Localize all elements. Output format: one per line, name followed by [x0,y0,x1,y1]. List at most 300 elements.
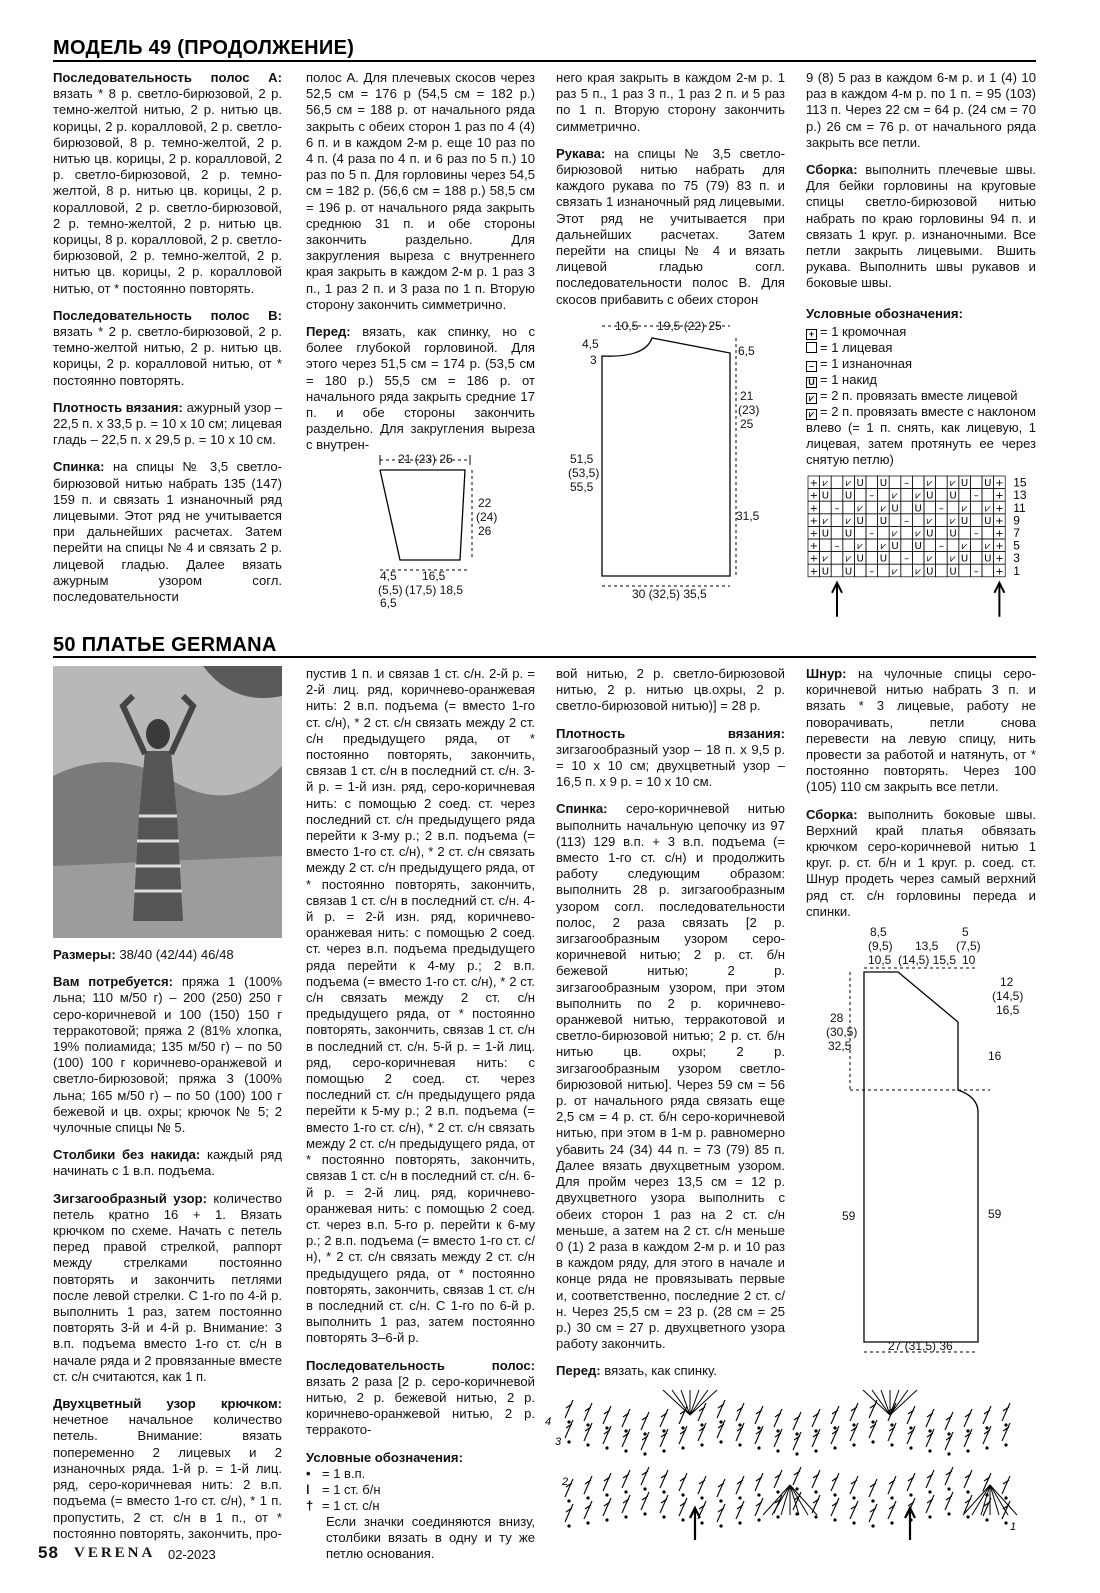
chart-symbol: ⩗ [822,515,829,527]
paragraph [806,162,1036,292]
chain-dot [624,1490,627,1493]
chart-cell [854,526,866,539]
chart-symbol: + [809,528,818,540]
crochet-stitch [907,1406,915,1424]
chart-symbol: U [914,503,922,515]
chart-symbol: ⩗ [926,515,933,527]
chart-row-label: 15 [1013,475,1027,490]
chart-symbol: ⩗ [950,553,956,565]
crochet-stitch [622,1409,630,1427]
sleeve-diagram [360,445,510,615]
chart-symbol: – [904,553,910,565]
chain-dot [814,1429,817,1432]
paragraph [806,807,1036,920]
dress-right-a-2: (14,5) [992,989,1024,1003]
chain-dot [985,1446,988,1449]
crochet-stitch [622,1495,630,1513]
sleeve-side-dim-1: 22 [478,496,492,510]
chart-cell [901,526,913,539]
chain-stitch-icon: • [306,1465,311,1481]
section1-col1 [53,70,282,616]
chain-dot [928,1515,931,1518]
chain-dot [643,1432,646,1435]
chain-dot [985,1426,988,1429]
chart-symbol: U [879,478,888,490]
chart-symbol: U [891,503,899,515]
dress-diagram [820,922,1040,1362]
chart-symbol: + [809,515,818,527]
paragraph-text: вязать, как спинку. [600,1363,717,1379]
sleeve-bottom-left-2: (5,5) [378,583,403,597]
chart-symbol: U [960,478,969,490]
chain-dot [681,1518,684,1521]
crochet-stitch [660,1495,668,1513]
chart-cell [854,489,866,502]
crochet-stitch [717,1504,725,1522]
chart-cell [901,539,913,552]
chart-cell [936,564,948,577]
chart-cell [866,539,878,552]
chart-symbol: U [984,478,992,490]
legend-text: = 1 накид [820,372,877,388]
chart-cell [878,564,890,577]
chain-dot [852,1496,855,1499]
crochet-stitch [603,1473,611,1491]
chart-symbol: U [879,515,888,527]
chart-symbol: – [869,528,875,540]
chain-dot [738,1423,741,1426]
paragraph [53,459,282,605]
crochet-stitch [736,1476,744,1494]
front-top-b: 19,5 (22) 25 [657,319,722,333]
crochet-row-label: 4 [545,1416,552,1428]
edge-stitch-icon: + [806,329,817,340]
paragraph [556,726,785,791]
chain-dot [776,1490,779,1493]
single-crochet-icon: ǀ [306,1481,310,1497]
chart-row-label: 5 [1013,538,1020,553]
chart-symbol: ⩗ [984,541,991,553]
double-crochet-icon: † [306,1497,314,1513]
legend-text: = 1 лицевая [820,340,893,356]
chart-row-label: 7 [1013,526,1020,540]
fan-stitch [672,1390,690,1415]
paragraph-text: пряжа 1 (100% льна; 110 м/50 г) – 200 (250) 250 г серо-коричневой и 100 (150) 150 г терракотовой; пряжа 2 (81% хлопка, 19% полиамида; 135 м/50 г) – по 50 (100) 100 г коричнево-оранжевой и светло-бирюзовой; пряжа 3 (100% льна; 165 м/50 г) – по 50 (100) 100 г бежевой и цв. охры; крючок № 5; 2 чулочные спицы № 5. [53,974,282,1136]
chart-symbol: U [949,490,957,502]
paragraph-text: вязать 2 раза [2 р. серо-коричневой нитью, 2 р. бежевой нитью, 2 р. коричнево-оранжевой нитью, 2 р. терракото- [306,1373,535,1438]
chart-symbol: + [995,515,1004,527]
legend-item [306,1466,535,1482]
crochet-stitch [603,1498,611,1516]
chain-dot [757,1518,760,1521]
legend-item [306,1498,535,1514]
dress-top-left-1: 8,5 [870,925,887,939]
crochet-stitch [660,1470,668,1488]
legend-item [806,404,1036,468]
chart-cell [831,552,843,565]
crochet-stitch [565,1400,573,1418]
paragraph-lead: Последовательность полос В: [53,307,282,323]
chart-symbol: ⩗ [950,515,956,527]
legend-item [806,388,1036,404]
model-photo [53,666,282,938]
chain-dot [643,1487,646,1490]
section2-rule [53,656,1036,658]
chart-symbol: ⩗ [915,490,922,502]
crochet-stitch [584,1476,592,1494]
purl-stitch-icon: – [806,361,817,372]
crochet-stitch [831,1406,839,1424]
section2-col1 [53,947,282,1553]
chain-dot [643,1512,646,1515]
crochet-stitch [869,1504,877,1522]
chain-dot [947,1432,950,1435]
paragraph [53,1396,282,1542]
chart-symbol: ⩗ [845,515,852,527]
chain-dot [852,1521,855,1524]
chart-symbol: + [809,490,818,502]
fan-stitch [790,1485,808,1515]
chain-dot [947,1487,950,1490]
chart-symbol: U [844,528,853,540]
legend-text: = 1 кромочная [820,324,907,340]
chart-symbol: + [809,503,818,515]
paragraph-text: ажурный узор – 22,5 п. х 33,5 р. = 10 х 10 см; лицевая гладь – 22,5 п. х 29,5 р. = 10 х 10 см. [53,399,282,448]
crochet-stitch [622,1470,630,1488]
chain-dot [567,1499,570,1502]
chart-row-label: 3 [1013,551,1020,566]
paragraph-lead: Зигзагообразный узор: [53,1190,207,1206]
chain-dot [814,1449,817,1452]
chart-symbol: + [995,528,1004,540]
chart-symbol: ⩗ [926,553,933,565]
chain-dot [624,1429,627,1432]
chart-symbol: U [984,515,992,527]
legend-text: = 1 изнаночная [820,356,913,372]
paragraph [556,1363,785,1379]
chain-dot [1004,1521,1007,1524]
crochet-stitch [641,1412,649,1430]
section2-col2 [306,666,535,1562]
chart-symbol: U [949,566,957,578]
chart-cell [866,514,878,527]
chain-dot [833,1518,836,1521]
fan-stitch [872,1390,890,1415]
section2-col3 [556,666,785,1391]
chain-dot [890,1423,893,1426]
dress-right-a-3: 16,5 [996,1003,1020,1017]
crochet-stitch [698,1403,706,1421]
chain-dot [890,1443,893,1446]
chain-dot [890,1521,893,1524]
chart-symbol: U [949,528,957,540]
front-right-c: 31,5 [736,509,760,523]
legend-text: = 1 ст. б/н [322,1481,381,1497]
dress-top-right-1: 5 [962,925,969,939]
chart-symbol: + [995,503,1004,515]
crochet-stitch [964,1409,972,1427]
legend2-title: Условные обозначения: [306,1449,463,1465]
chain-dot [586,1521,589,1524]
chain-dot [871,1499,874,1502]
front-left-c-2: (53,5) [568,466,600,480]
chart-symbol: U [960,515,969,527]
chain-dot [890,1496,893,1499]
chart-symbol: ⩗ [822,553,829,565]
chart-cell [982,489,994,502]
chart-cell [901,564,913,577]
crochet-stitch [945,1467,953,1485]
chart-symbol: ⩗ [857,503,864,515]
paragraph [306,324,535,454]
chart-symbol: ⩗ [857,541,864,553]
chain-dot [909,1446,912,1449]
paragraph-lead: Шнур: [806,666,847,681]
crochet-stitch [755,1406,763,1424]
legend-text: = 2 п. провязать вместе с наклоном влево (= 1 п. снять, как лицевую, 1 лицевая, затем протянуть ее через снятую петлю) [806,404,1036,468]
chain-dot [814,1490,817,1493]
legend-title: Условные обозначения: [806,306,963,321]
chart-symbol: + [995,541,1004,553]
chart-cell [878,489,890,502]
sleeve-top-dim: 21 (23) 25 [398,452,453,466]
chain-dot [738,1496,741,1499]
dress-top-right-2: (7,5) [956,939,981,953]
paragraph-text: вязать, как спинку, но с более глубокой горловиной. Для этого через 51,5 см = 174 р. (53,5 см = 180 р.) 55,5 см = 186 р. от начального ряда закрыть средние 17 п. и обе стороны закончить раздельно. Для закругления выреза с внутрен- [306,324,535,453]
paragraph-text: 9 (8) 5 раз в каждом 6-м р. и 1 (4) 10 раз в каждом 4-м р. по 1 п. = 95 (103) 113 п. Через 22 см = 64 р. (24 см = 70 р.) 26 см = 76 р. от начального ряда закрыть все петли. [806,70,1036,150]
sleeve-side-dim-3: 26 [478,524,492,538]
crochet-stitch [831,1473,839,1491]
crochet-stitch [774,1470,782,1488]
chart-cell [912,476,924,489]
crochet-stitch [660,1409,668,1427]
chart-cell [936,526,948,539]
chart-symbol: – [869,490,875,502]
paragraph [806,666,1036,796]
chart-symbol: + [809,478,818,490]
crochet-stitch [736,1403,744,1421]
chart-symbol: + [809,553,818,565]
chart-symbol: ⩗ [845,478,852,490]
chart-symbol: U [926,566,934,578]
paragraph-text: выполнить боковые швы. Верхний край платья обвязать крючком серо-коричневой нитью 1 круг. р. ст. б/н и 1 круг. р. соед. ст. Шнур продеть через самый верхний ряд ст. с/н горловины переда и спинки. [806,806,1036,919]
chart-symbol: + [995,490,1004,502]
section1-rule [53,60,1036,62]
chart-cell [959,564,971,577]
chain-dot [795,1452,798,1455]
chart-cell [843,539,855,552]
paragraph-lead: Спинка: [53,459,105,475]
crochet-stitch [603,1406,611,1424]
section1-col4 [806,70,1036,303]
front-left-a: 4,5 [582,337,599,351]
chain-dot [1004,1443,1007,1446]
chart-symbol: + [995,566,1004,578]
chain-dot [643,1452,646,1455]
crochet-stitch [888,1476,896,1494]
chart-symbol: U [914,541,922,553]
chart-row-label: 11 [1013,500,1026,515]
chain-dot [605,1518,608,1521]
chain-dot [966,1429,969,1432]
dress-left-1: 28 [830,1011,844,1025]
chain-dot [776,1449,779,1452]
legend-item [806,372,1036,388]
crochet-stitch [812,1470,820,1488]
paragraph-text: на чулочные спицы серо-коричневой нитью набрать 3 п. и вязать * 3 лицевые, работу не поворачивать, петли снова перевести на левую спицу, нить провести за работой и натянуть, от * постоянно повторять. Через 100 (105) 110 см закрыть все петли. [806,666,1036,795]
crochet-stitch [1002,1476,1010,1494]
dress-right-b: 16 [988,1049,1002,1063]
chain-dot [624,1449,627,1452]
crochet-stitch [584,1403,592,1421]
chart-symbol: ⩗ [880,541,887,553]
chain-dot [947,1512,950,1515]
chain-dot [1004,1496,1007,1499]
repeat-arrow-icon [905,1508,915,1540]
chain-dot [605,1446,608,1449]
chart-symbol: ⩗ [915,528,922,540]
yarn-over-icon: U [806,377,817,388]
chart-cell [831,564,843,577]
paragraph-text: серо-коричневой нитью выполнить начальную цепочку из 97 (113) 129 в.п. + 3 в.п. подъема (= вместо 1-го ст. с/н) и продолжить работу следующим образом: выполнить 28 р. зигзагообразным узором согл. последовательности полос, 2 раза связать [2 р. зигзагообразным узором серо-коричневой нитью; 2 р. ст. б/н бежевой нитью; 2 р. зигзагообразным узором, при этом выполнить по 2 р. коричнево-оранжевой нитью, терракотовой и светло-бирюзовой нитью; 2 р. ст. б/н нитью цв. охры; 2 р. зигзагообразным узором светло-бирюзовой нитью]. Через 59 см = 56 р. от начального ряда связать еще 2,5 см = 4 р. ст. б/н серо-коричневой нитью, при этом в 1-м р. равномерно убавить 24 (34) 44 п. = 73 (79) 85 п. Далее вязать двухцветным узором. Для пройм через 13,5 см = 12 р. двухцветного узора выполнить с обеих сторон 1 раз на 2 ст. с/н меньше, а затем на 2 ст. с/н меньше 0 (1) 2 раза в каждом 2-м р. и 10 раз в каждом ряду, для этого в начале и конце ряда не провязывать первые и, соответственно, последние 2 ст. с/н. Через 25,5 см = 23 р. (28 см = 25 р.) 30 см = 27 р. двухцветного узора работу закончить. [556,801,785,1352]
chain-dot [966,1490,969,1493]
chart-symbol: ⩗ [915,566,922,578]
dress-top-mid-2: (14,5) 15,5 [898,953,957,967]
crochet-stitch [964,1470,972,1488]
dress-top-left-2: (9,5) [868,939,893,953]
chart-symbol: – [973,566,979,578]
paragraph [53,1191,282,1385]
dress-top-right-3: 10 [962,953,976,967]
front-top-a: 10,5 [615,319,639,333]
chain-dot [662,1429,665,1432]
front-right-b-2: (23) [738,403,760,417]
chain-dot [624,1515,627,1518]
chart-cell [970,552,982,565]
paragraph [53,1147,282,1179]
paragraph-text: вой нитью, 2 р. светло-бирюзовой нитью, 2 р. нитью цв.охры, 2 р. светло-бирюзовой нитью)] = 28 р. [556,666,785,714]
chain-dot [833,1446,836,1449]
chart-cell [831,489,843,502]
chain-dot [719,1499,722,1502]
chart-symbol: + [995,478,1004,490]
crochet-row-label: 3 [555,1436,562,1448]
front-left-c-1: 51,5 [570,452,594,466]
crochet-stitch [850,1501,858,1519]
fan-stitch [690,1390,708,1415]
chart-symbol: U [891,541,899,553]
crochet-stitch [1002,1501,1010,1519]
section1-col3 [556,70,785,319]
chart-symbol: – [938,541,944,553]
chart-symbol: + [995,553,1004,565]
chart-symbol: – [938,503,944,515]
legend-text: = 1 ст. с/н [322,1497,380,1513]
crochet-stitch [850,1476,858,1494]
paragraph-text: зигзагообразный узор – 18 п. х 9,5 р. = 10 х 10 см; двухцветный узор – 16,5 п. х 9 р. = 10 х 10 см. [556,741,785,790]
crochet-stitch [717,1479,725,1497]
repeat-arrow-icon [994,583,1004,617]
paragraph-text: вязать * 8 р. светло-бирюзовой, 2 р. темно-желтой нитью, 2 р. нитью цв. корицы, 2 р. коралловой, 2 р. светло-бирюзовой, 8 р. темно-желтой, 2 р. нитью цв. корицы, 2 р. коралловой, 2 р. светло-бирюзовой, 2 р. темно-желтой, 8 р. нитью цв. корицы, 2 р. коралловой, 2 р. светло-бирюзовой, 2 р. темно-желтой, 2 р. нитью цв. корицы, 8 р. коралловой, 2 р. светло-бирюзовой, 2 р. темно-желтой, 2 р. нитью цв. корицы, 2 р. коралловой нитью, от * постоянно повторять. [53,86,282,296]
section2-title: 50 ПЛАТЬЕ GERMANA [53,634,277,656]
crochet-stitch [869,1479,877,1497]
chain-dot [1004,1423,1007,1426]
chain-dot [833,1426,836,1429]
paragraph-lead: Перед: [306,324,351,340]
dress-top-mid: 13,5 [915,939,939,953]
chain-dot [928,1429,931,1432]
chart-cell [970,539,982,552]
chart-symbol: U [821,566,830,578]
paragraph-lead: Рукава: [556,145,606,161]
paragraph-text: каждый ряд начинать с 1 в.п. подъема. [53,1147,282,1179]
chain-dot [738,1521,741,1524]
paragraph-lead: Двухцветный узор крючком: [53,1396,282,1412]
chain-dot [928,1490,931,1493]
chart-symbol: ⩗ [822,478,829,490]
repeat-arrow-icon [690,1508,700,1540]
paragraph [306,1358,535,1439]
crochet-row-label: 1 [1010,1521,1017,1533]
fan-stitch [890,1390,908,1415]
legend-item [806,356,1036,372]
sleeve-bottom-left-1: 4,5 [380,569,397,583]
chart-cell [843,501,855,514]
chart-symbol: U [926,528,934,540]
paragraph-text: на спицы № 3,5 светло-бирюзовой нитью набрать для каждого рукава по 75 (79) 83 п. и связать 1 изнаночный ряд лицевыми. Этот ряд не учитывается при дальнейших расчетах. Затем перейти на спицы № 4 и вязать лицевой гладью согл. последовательности полос В. Для скосов прибавить с обеих сторон [556,145,785,307]
chain-dot [586,1423,589,1426]
paragraph-lead: Перед: [556,1363,601,1379]
paragraph [556,801,785,1352]
section1-legend [806,306,1036,468]
chain-dot [681,1426,684,1429]
chain-dot [719,1524,722,1527]
chart-symbol: ⩗ [892,490,898,502]
chain-dot [757,1493,760,1496]
chart-row-label: 13 [1013,488,1027,503]
chain-dot [567,1420,570,1423]
paragraph [53,308,282,389]
chart-cell [820,501,832,514]
paragraph-lead: Спинка: [556,801,608,817]
crochet-stitch [793,1467,801,1485]
chart-cell [901,501,913,514]
paragraph-lead: Сборка: [806,162,858,178]
chain-dot [586,1443,589,1446]
crochet-stitch [793,1412,801,1430]
crochet-stitch [945,1412,953,1430]
chain-dot [567,1440,570,1443]
crochet-stitch [926,1409,934,1427]
chain-dot [776,1515,779,1518]
legend-item [806,340,1036,356]
crochet-stitch [888,1501,896,1519]
chain-dot [814,1515,817,1518]
chart-symbol: U [844,490,853,502]
chain-dot [909,1493,912,1496]
chart-cell [901,489,913,502]
paragraph [556,70,785,135]
dress-right-c: 59 [988,1207,1002,1221]
front-diagram [560,308,780,608]
chart-symbol: – [904,515,910,527]
sleeve-bottom-dim-2: (17,5) 18,5 [405,583,464,597]
dress-left-b: 59 [842,1209,856,1223]
chain-dot [681,1493,684,1496]
knitting-chart [804,474,1040,622]
dress-top-left-3: 10,5 [868,953,892,967]
chain-dot [605,1493,608,1496]
